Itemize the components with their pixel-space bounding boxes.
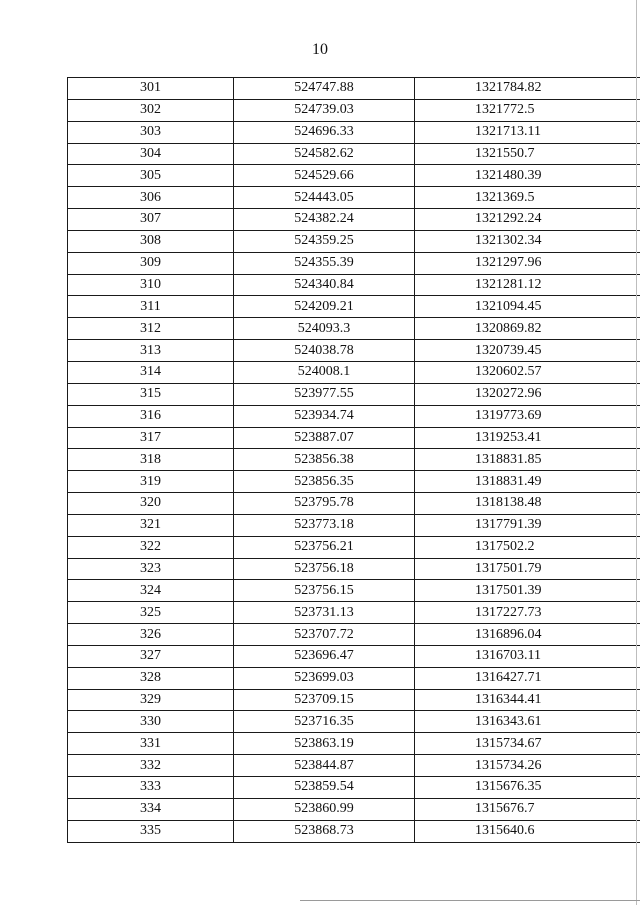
table-row — [68, 624, 640, 646]
point-number-cell: 327 — [68, 645, 234, 667]
x-coordinate-cell: 523887.07 — [234, 427, 415, 449]
x-coordinate-cell: 523756.15 — [234, 580, 415, 602]
y-coordinate-cell: 1320869.82 — [415, 318, 640, 340]
coordinates-table-body — [68, 78, 640, 843]
point-number-cell: 324 — [68, 580, 234, 602]
point-number-cell: 317 — [68, 427, 234, 449]
table-row — [68, 209, 640, 231]
y-coordinate-cell: 1317227.73 — [415, 602, 640, 624]
x-coordinate-cell: 523696.47 — [234, 645, 415, 667]
x-coordinate-cell: 523795.78 — [234, 493, 415, 515]
point-number-cell: 301 — [68, 78, 234, 100]
y-coordinate-cell: 1317501.39 — [415, 580, 640, 602]
point-number-cell: 323 — [68, 558, 234, 580]
scan-edge-bottom — [300, 900, 640, 901]
y-coordinate-cell: 1316344.41 — [415, 689, 640, 711]
table-row — [68, 252, 640, 274]
point-number-cell: 303 — [68, 121, 234, 143]
point-number-cell: 309 — [68, 252, 234, 274]
page-number: 10 — [312, 41, 328, 58]
y-coordinate-cell: 1321369.5 — [415, 187, 640, 209]
y-coordinate-cell: 1317501.79 — [415, 558, 640, 580]
table-row — [68, 558, 640, 580]
point-number-cell: 321 — [68, 514, 234, 536]
y-coordinate-cell: 1316703.11 — [415, 645, 640, 667]
point-number-cell: 330 — [68, 711, 234, 733]
table-row — [68, 798, 640, 820]
x-coordinate-cell: 523709.15 — [234, 689, 415, 711]
table-row — [68, 449, 640, 471]
table-row — [68, 405, 640, 427]
point-number-cell: 326 — [68, 624, 234, 646]
y-coordinate-cell: 1320602.57 — [415, 361, 640, 383]
table-row — [68, 820, 640, 842]
table-row — [68, 121, 640, 143]
point-number-cell: 308 — [68, 230, 234, 252]
scan-edge-right — [636, 0, 637, 905]
x-coordinate-cell: 523856.35 — [234, 471, 415, 493]
point-number-cell: 311 — [68, 296, 234, 318]
table-row — [68, 602, 640, 624]
table-row — [68, 296, 640, 318]
point-number-cell: 325 — [68, 602, 234, 624]
y-coordinate-cell: 1318831.49 — [415, 471, 640, 493]
point-number-cell: 319 — [68, 471, 234, 493]
y-coordinate-cell: 1320272.96 — [415, 383, 640, 405]
y-coordinate-cell: 1321292.24 — [415, 209, 640, 231]
x-coordinate-cell: 523756.21 — [234, 536, 415, 558]
table-row — [68, 230, 640, 252]
x-coordinate-cell: 524209.21 — [234, 296, 415, 318]
x-coordinate-cell: 523977.55 — [234, 383, 415, 405]
table-row — [68, 711, 640, 733]
point-number-cell: 333 — [68, 777, 234, 799]
y-coordinate-cell: 1316427.71 — [415, 667, 640, 689]
point-number-cell: 328 — [68, 667, 234, 689]
point-number-cell: 329 — [68, 689, 234, 711]
point-number-cell: 332 — [68, 755, 234, 777]
x-coordinate-cell: 523773.18 — [234, 514, 415, 536]
table-row — [68, 99, 640, 121]
point-number-cell: 310 — [68, 274, 234, 296]
point-number-cell: 315 — [68, 383, 234, 405]
table-row — [68, 78, 640, 100]
table-row — [68, 777, 640, 799]
y-coordinate-cell: 1315676.7 — [415, 798, 640, 820]
point-number-cell: 302 — [68, 99, 234, 121]
point-number-cell: 312 — [68, 318, 234, 340]
y-coordinate-cell: 1315676.35 — [415, 777, 640, 799]
point-number-cell: 318 — [68, 449, 234, 471]
table-row — [68, 689, 640, 711]
x-coordinate-cell: 523731.13 — [234, 602, 415, 624]
table-row — [68, 755, 640, 777]
coordinates-table — [67, 77, 640, 843]
y-coordinate-cell: 1320739.45 — [415, 340, 640, 362]
x-coordinate-cell: 523707.72 — [234, 624, 415, 646]
x-coordinate-cell: 524443.05 — [234, 187, 415, 209]
point-number-cell: 314 — [68, 361, 234, 383]
x-coordinate-cell: 524747.88 — [234, 78, 415, 100]
x-coordinate-cell: 523699.03 — [234, 667, 415, 689]
y-coordinate-cell: 1318831.85 — [415, 449, 640, 471]
y-coordinate-cell: 1321302.34 — [415, 230, 640, 252]
table-row — [68, 667, 640, 689]
x-coordinate-cell: 524696.33 — [234, 121, 415, 143]
table-row — [68, 383, 640, 405]
point-number-cell: 307 — [68, 209, 234, 231]
x-coordinate-cell: 523863.19 — [234, 733, 415, 755]
y-coordinate-cell: 1316896.04 — [415, 624, 640, 646]
x-coordinate-cell: 524739.03 — [234, 99, 415, 121]
y-coordinate-cell: 1321480.39 — [415, 165, 640, 187]
point-number-cell: 304 — [68, 143, 234, 165]
point-number-cell: 316 — [68, 405, 234, 427]
y-coordinate-cell: 1315734.67 — [415, 733, 640, 755]
table-row — [68, 187, 640, 209]
x-coordinate-cell: 523868.73 — [234, 820, 415, 842]
x-coordinate-cell: 523844.87 — [234, 755, 415, 777]
table-row — [68, 318, 640, 340]
table-row — [68, 361, 640, 383]
point-number-cell: 306 — [68, 187, 234, 209]
table-row — [68, 580, 640, 602]
x-coordinate-cell: 524340.84 — [234, 274, 415, 296]
point-number-cell: 305 — [68, 165, 234, 187]
table-row — [68, 536, 640, 558]
y-coordinate-cell: 1321784.82 — [415, 78, 640, 100]
x-coordinate-cell: 524038.78 — [234, 340, 415, 362]
y-coordinate-cell: 1319253.41 — [415, 427, 640, 449]
table-row — [68, 471, 640, 493]
table-row — [68, 340, 640, 362]
x-coordinate-cell: 523934.74 — [234, 405, 415, 427]
x-coordinate-cell: 523859.54 — [234, 777, 415, 799]
y-coordinate-cell: 1318138.48 — [415, 493, 640, 515]
table-row — [68, 427, 640, 449]
x-coordinate-cell: 524382.24 — [234, 209, 415, 231]
y-coordinate-cell: 1316343.61 — [415, 711, 640, 733]
y-coordinate-cell: 1321772.5 — [415, 99, 640, 121]
y-coordinate-cell: 1317791.39 — [415, 514, 640, 536]
y-coordinate-cell: 1317502.2 — [415, 536, 640, 558]
point-number-cell: 335 — [68, 820, 234, 842]
y-coordinate-cell: 1321297.96 — [415, 252, 640, 274]
x-coordinate-cell: 523756.18 — [234, 558, 415, 580]
table-row — [68, 733, 640, 755]
y-coordinate-cell: 1319773.69 — [415, 405, 640, 427]
y-coordinate-cell: 1321550.7 — [415, 143, 640, 165]
y-coordinate-cell: 1321281.12 — [415, 274, 640, 296]
x-coordinate-cell: 524582.62 — [234, 143, 415, 165]
table-row — [68, 143, 640, 165]
y-coordinate-cell: 1315734.26 — [415, 755, 640, 777]
point-number-cell: 320 — [68, 493, 234, 515]
x-coordinate-cell: 523716.35 — [234, 711, 415, 733]
table-row — [68, 493, 640, 515]
table-row — [68, 165, 640, 187]
point-number-cell: 331 — [68, 733, 234, 755]
x-coordinate-cell: 524355.39 — [234, 252, 415, 274]
x-coordinate-cell: 524093.3 — [234, 318, 415, 340]
point-number-cell: 334 — [68, 798, 234, 820]
point-number-cell: 322 — [68, 536, 234, 558]
table-row — [68, 514, 640, 536]
point-number-cell: 313 — [68, 340, 234, 362]
x-coordinate-cell: 524529.66 — [234, 165, 415, 187]
y-coordinate-cell: 1315640.6 — [415, 820, 640, 842]
y-coordinate-cell: 1321713.11 — [415, 121, 640, 143]
x-coordinate-cell: 523856.38 — [234, 449, 415, 471]
x-coordinate-cell: 523860.99 — [234, 798, 415, 820]
x-coordinate-cell: 524008.1 — [234, 361, 415, 383]
x-coordinate-cell: 524359.25 — [234, 230, 415, 252]
table-row — [68, 645, 640, 667]
table-row — [68, 274, 640, 296]
y-coordinate-cell: 1321094.45 — [415, 296, 640, 318]
